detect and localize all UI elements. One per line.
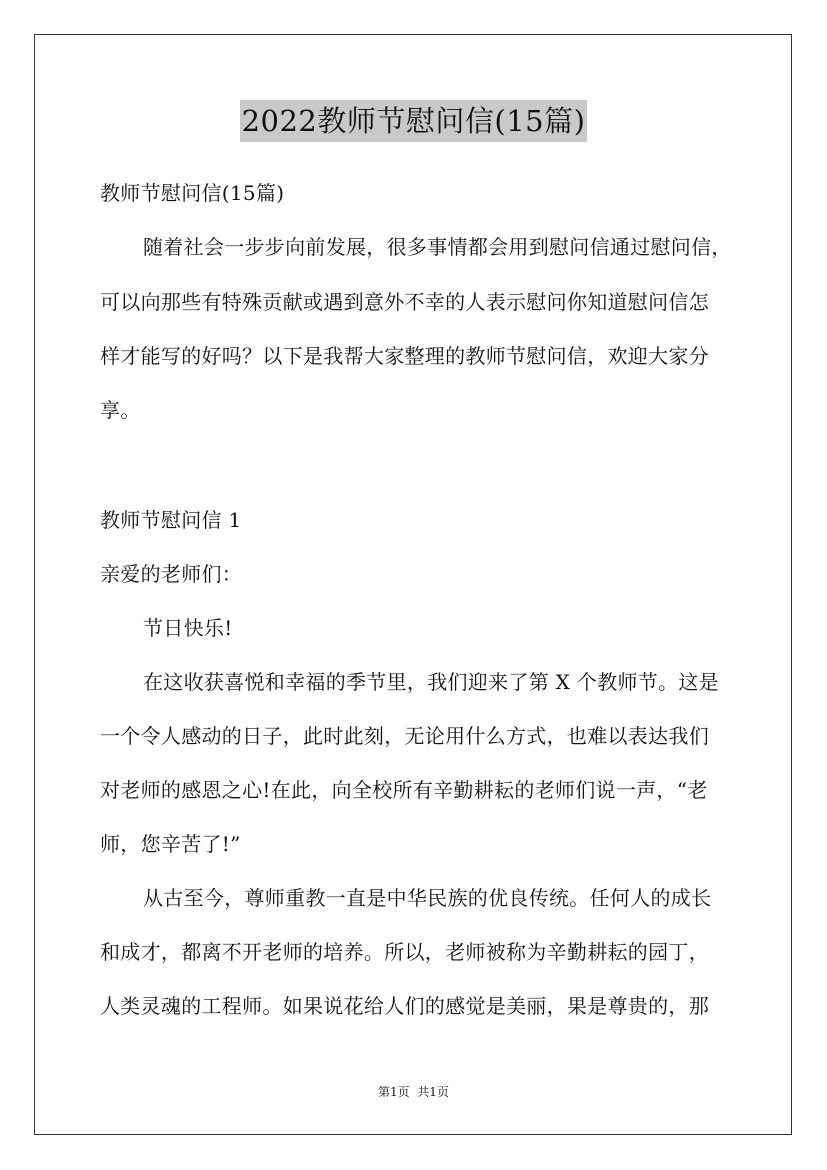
section-heading: 教师节慰问信 1 [100,508,242,532]
intro-line-4: 享。 [100,398,141,422]
title-container [0,100,827,142]
intro-line-3: 样才能写的好吗？以下是我帮大家整理的教师节慰问信，欢迎大家分 [100,344,709,368]
para1-line-3: 对老师的感恩之心!在此，向全校所有辛勤耕耘的老师们说一声，“老 [100,778,708,802]
para1-line-1: 在这收获喜悦和幸福的季节里，我们迎来了第 X 个教师节。这是 [143,670,719,694]
para2-line-1: 从古至今，尊师重教一直是中华民族的优良传统。任何人的成长 [143,886,712,910]
document-title: 2022教师节慰问信(15篇) [240,100,588,142]
para1-line-4: 师，您辛苦了!” [100,832,241,856]
salutation: 亲爱的老师们： [100,562,243,586]
para1-line-2: 一个令人感动的日子，此时此刻，无论用什么方式，也难以表达我们 [100,724,709,748]
intro-line-1: 随着社会一步步向前发展，很多事情都会用到慰问信通过慰问信， [143,235,732,259]
greeting: 节日快乐! [143,616,233,640]
para2-line-2: 和成才，都离不开老师的培养。所以，老师被称为辛勤耕耘的园丁， [100,940,709,964]
intro-line-2: 可以向那些有特殊贡献或遇到意外不幸的人表示慰问你知道慰问信怎 [100,290,709,314]
page-footer: 第1页 共1页 [378,1085,449,1099]
document-subtitle: 教师节慰问信(15篇) [100,181,285,205]
para2-line-3: 人类灵魂的工程师。如果说花给人们的感觉是美丽，果是尊贵的，那 [100,994,709,1018]
